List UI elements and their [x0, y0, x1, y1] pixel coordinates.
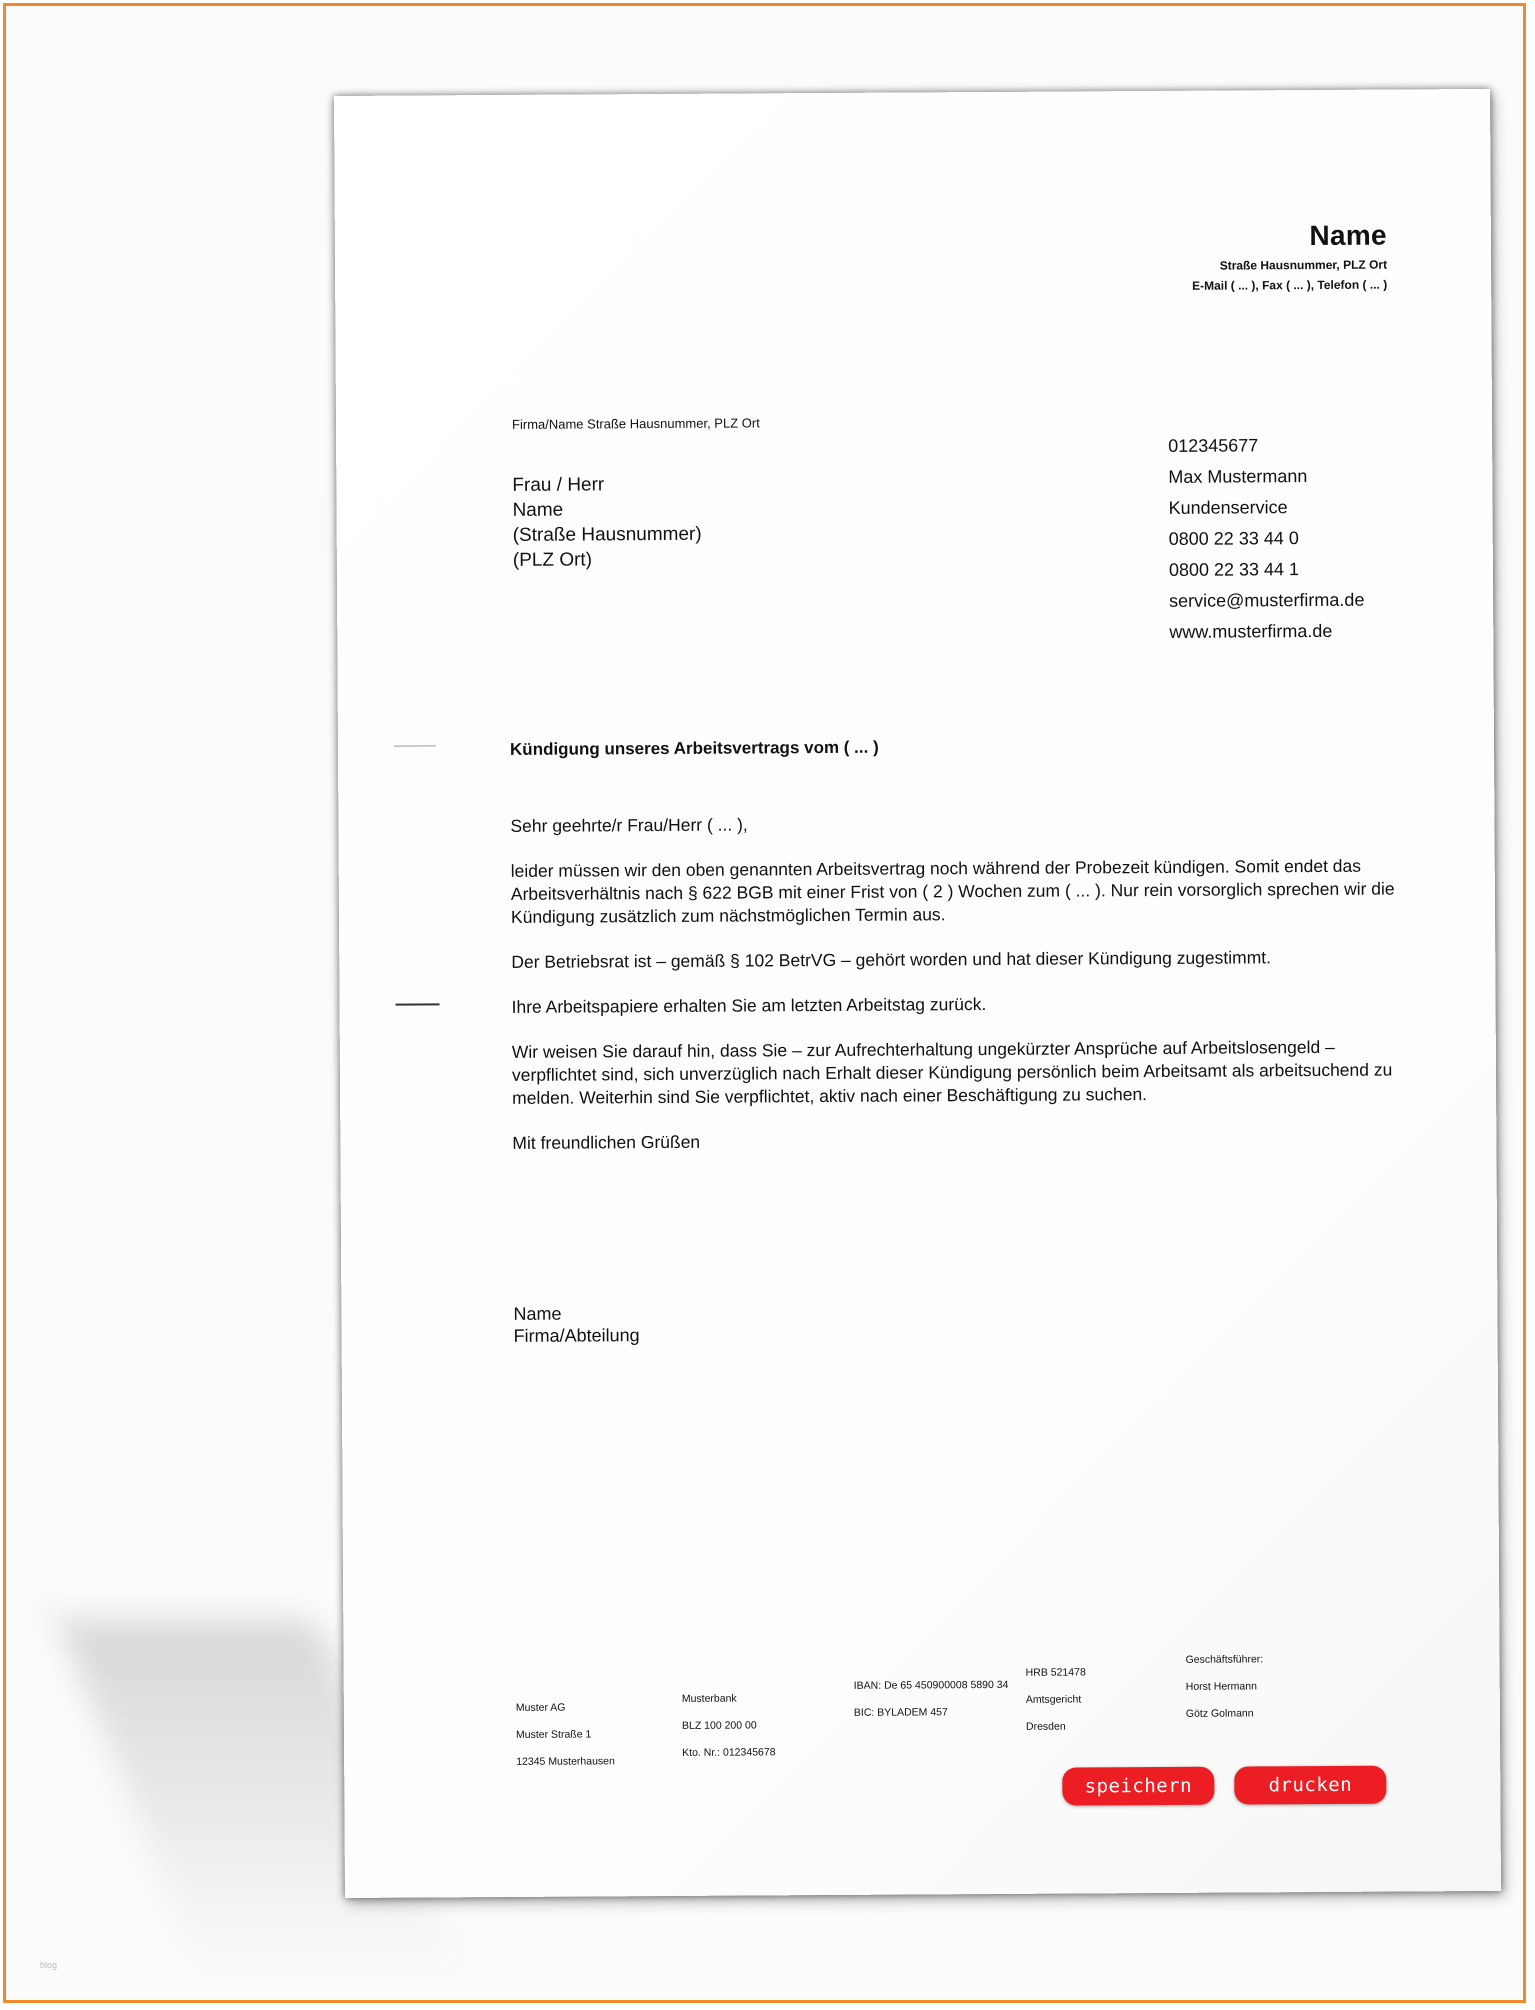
sender-block	[1192, 220, 1388, 293]
signature-department: Firma/Abteilung	[513, 1325, 640, 1346]
footer-line: Dresden	[1025, 1720, 1066, 1733]
sender-name: Name	[1309, 219, 1387, 252]
footer-iban	[854, 1672, 1009, 1727]
contact-website: www.musterfirma.de	[1169, 620, 1333, 642]
body-paragraph: Ihre Arbeitspapiere erhalten Sie am letzten Arbeitstag zurück.	[511, 994, 987, 1017]
return-address-line: Firma/Name Straße Hausnummer, PLZ Ort	[511, 415, 760, 432]
closing: Mit freundlichen Grüßen	[512, 1131, 701, 1153]
contact-email: service@musterfirma.de	[1169, 589, 1365, 611]
footer-management	[1185, 1646, 1263, 1727]
footer-bank	[682, 1685, 776, 1767]
fold-mark-top	[394, 745, 436, 746]
contact-reference: 012345677	[1168, 435, 1259, 456]
letter-body	[510, 809, 1412, 1176]
watermark-text: blog	[40, 1960, 58, 1970]
footer-line: Horst Hermann	[1185, 1680, 1257, 1693]
contact-block	[1168, 430, 1365, 648]
footer-line: Musterbank	[681, 1692, 737, 1705]
recipient-line: Name	[512, 499, 564, 521]
footer-company	[516, 1694, 615, 1776]
sender-contact: E-Mail ( ... ), Fax ( ... ), Telefon ( ... )	[1192, 277, 1388, 293]
contact-department: Kundenservice	[1168, 497, 1288, 518]
recipient-line: Frau / Herr	[512, 474, 605, 496]
fold-mark-middle	[396, 1003, 440, 1005]
contact-phone: 0800 22 33 44 0	[1168, 528, 1299, 549]
footer-line: Geschäftsführer:	[1185, 1653, 1264, 1666]
letter-subject: Kündigung unseres Arbeitsvertrags vom ( ... )	[509, 737, 879, 759]
footer-line: Götz Golmann	[1185, 1707, 1254, 1720]
body-paragraph: Der Betriebsrat ist – gemäß § 102 BetrVG – gehört worden und hat dieser Kündigung zugestimmt.	[511, 947, 1272, 972]
salutation: Sehr geehrte/r Frau/Herr ( ... ),	[510, 814, 748, 836]
recipient-line: (PLZ Ort)	[512, 549, 593, 571]
recipient-block	[512, 472, 702, 573]
footer-line: BLZ 100 200 00	[681, 1719, 757, 1732]
recipient-line: (Straße Hausnummer)	[512, 523, 702, 546]
footer-line: IBAN: De 65 450900008 5890 34	[853, 1678, 1009, 1692]
contact-person: Max Mustermann	[1168, 466, 1308, 487]
footer-line: HRB 521478	[1025, 1666, 1086, 1679]
footer-line: Muster Straße 1	[515, 1728, 592, 1741]
body-paragraph: leider müssen wir den oben genannten Arbeitsvertrag noch während der Probezeit kündigen. Somit endet das Arbeitsverhältnis nach § 622 BGB mit einer Frist von ( 2 ) Wochen zum ( ... ). Nur rein vorsorglich sprechen wir die Kündigung zusätzlich zum nächstmöglichen Termin aus.	[510, 855, 1395, 927]
footer-register	[1026, 1659, 1087, 1740]
letter-sheet	[334, 89, 1501, 1898]
sender-address: Straße Hausnummer, PLZ Ort	[1219, 257, 1388, 273]
footer-line: 12345 Musterhausen	[516, 1755, 615, 1768]
footer-line: Kto. Nr.: 012345678	[682, 1746, 776, 1759]
signature-name: Name	[513, 1303, 562, 1324]
print-button[interactable]: drucken	[1234, 1766, 1386, 1805]
save-button[interactable]: speichern	[1062, 1767, 1214, 1806]
footer-line: Muster AG	[515, 1701, 566, 1714]
signature-block	[513, 1302, 639, 1347]
body-paragraph: Wir weisen Sie darauf hin, dass Sie – zur Aufrechterhaltung ungekürzter Ansprüche auf Arbeitslosengeld – verpflichtet sind, sich unverzüglich nach Erhalt dieser Kündigung persönlich beim Arbeitsamt als arbeitsuchend zu melden. Weiterhin sind Sie verpflichtet, aktiv nach einer Beschäftigung zu suchen.	[511, 1036, 1393, 1108]
footer-line: Amtsgericht	[1025, 1693, 1082, 1706]
contact-fax: 0800 22 33 44 1	[1168, 559, 1300, 580]
footer-line: BIC: BYLADEM 457	[853, 1706, 948, 1719]
